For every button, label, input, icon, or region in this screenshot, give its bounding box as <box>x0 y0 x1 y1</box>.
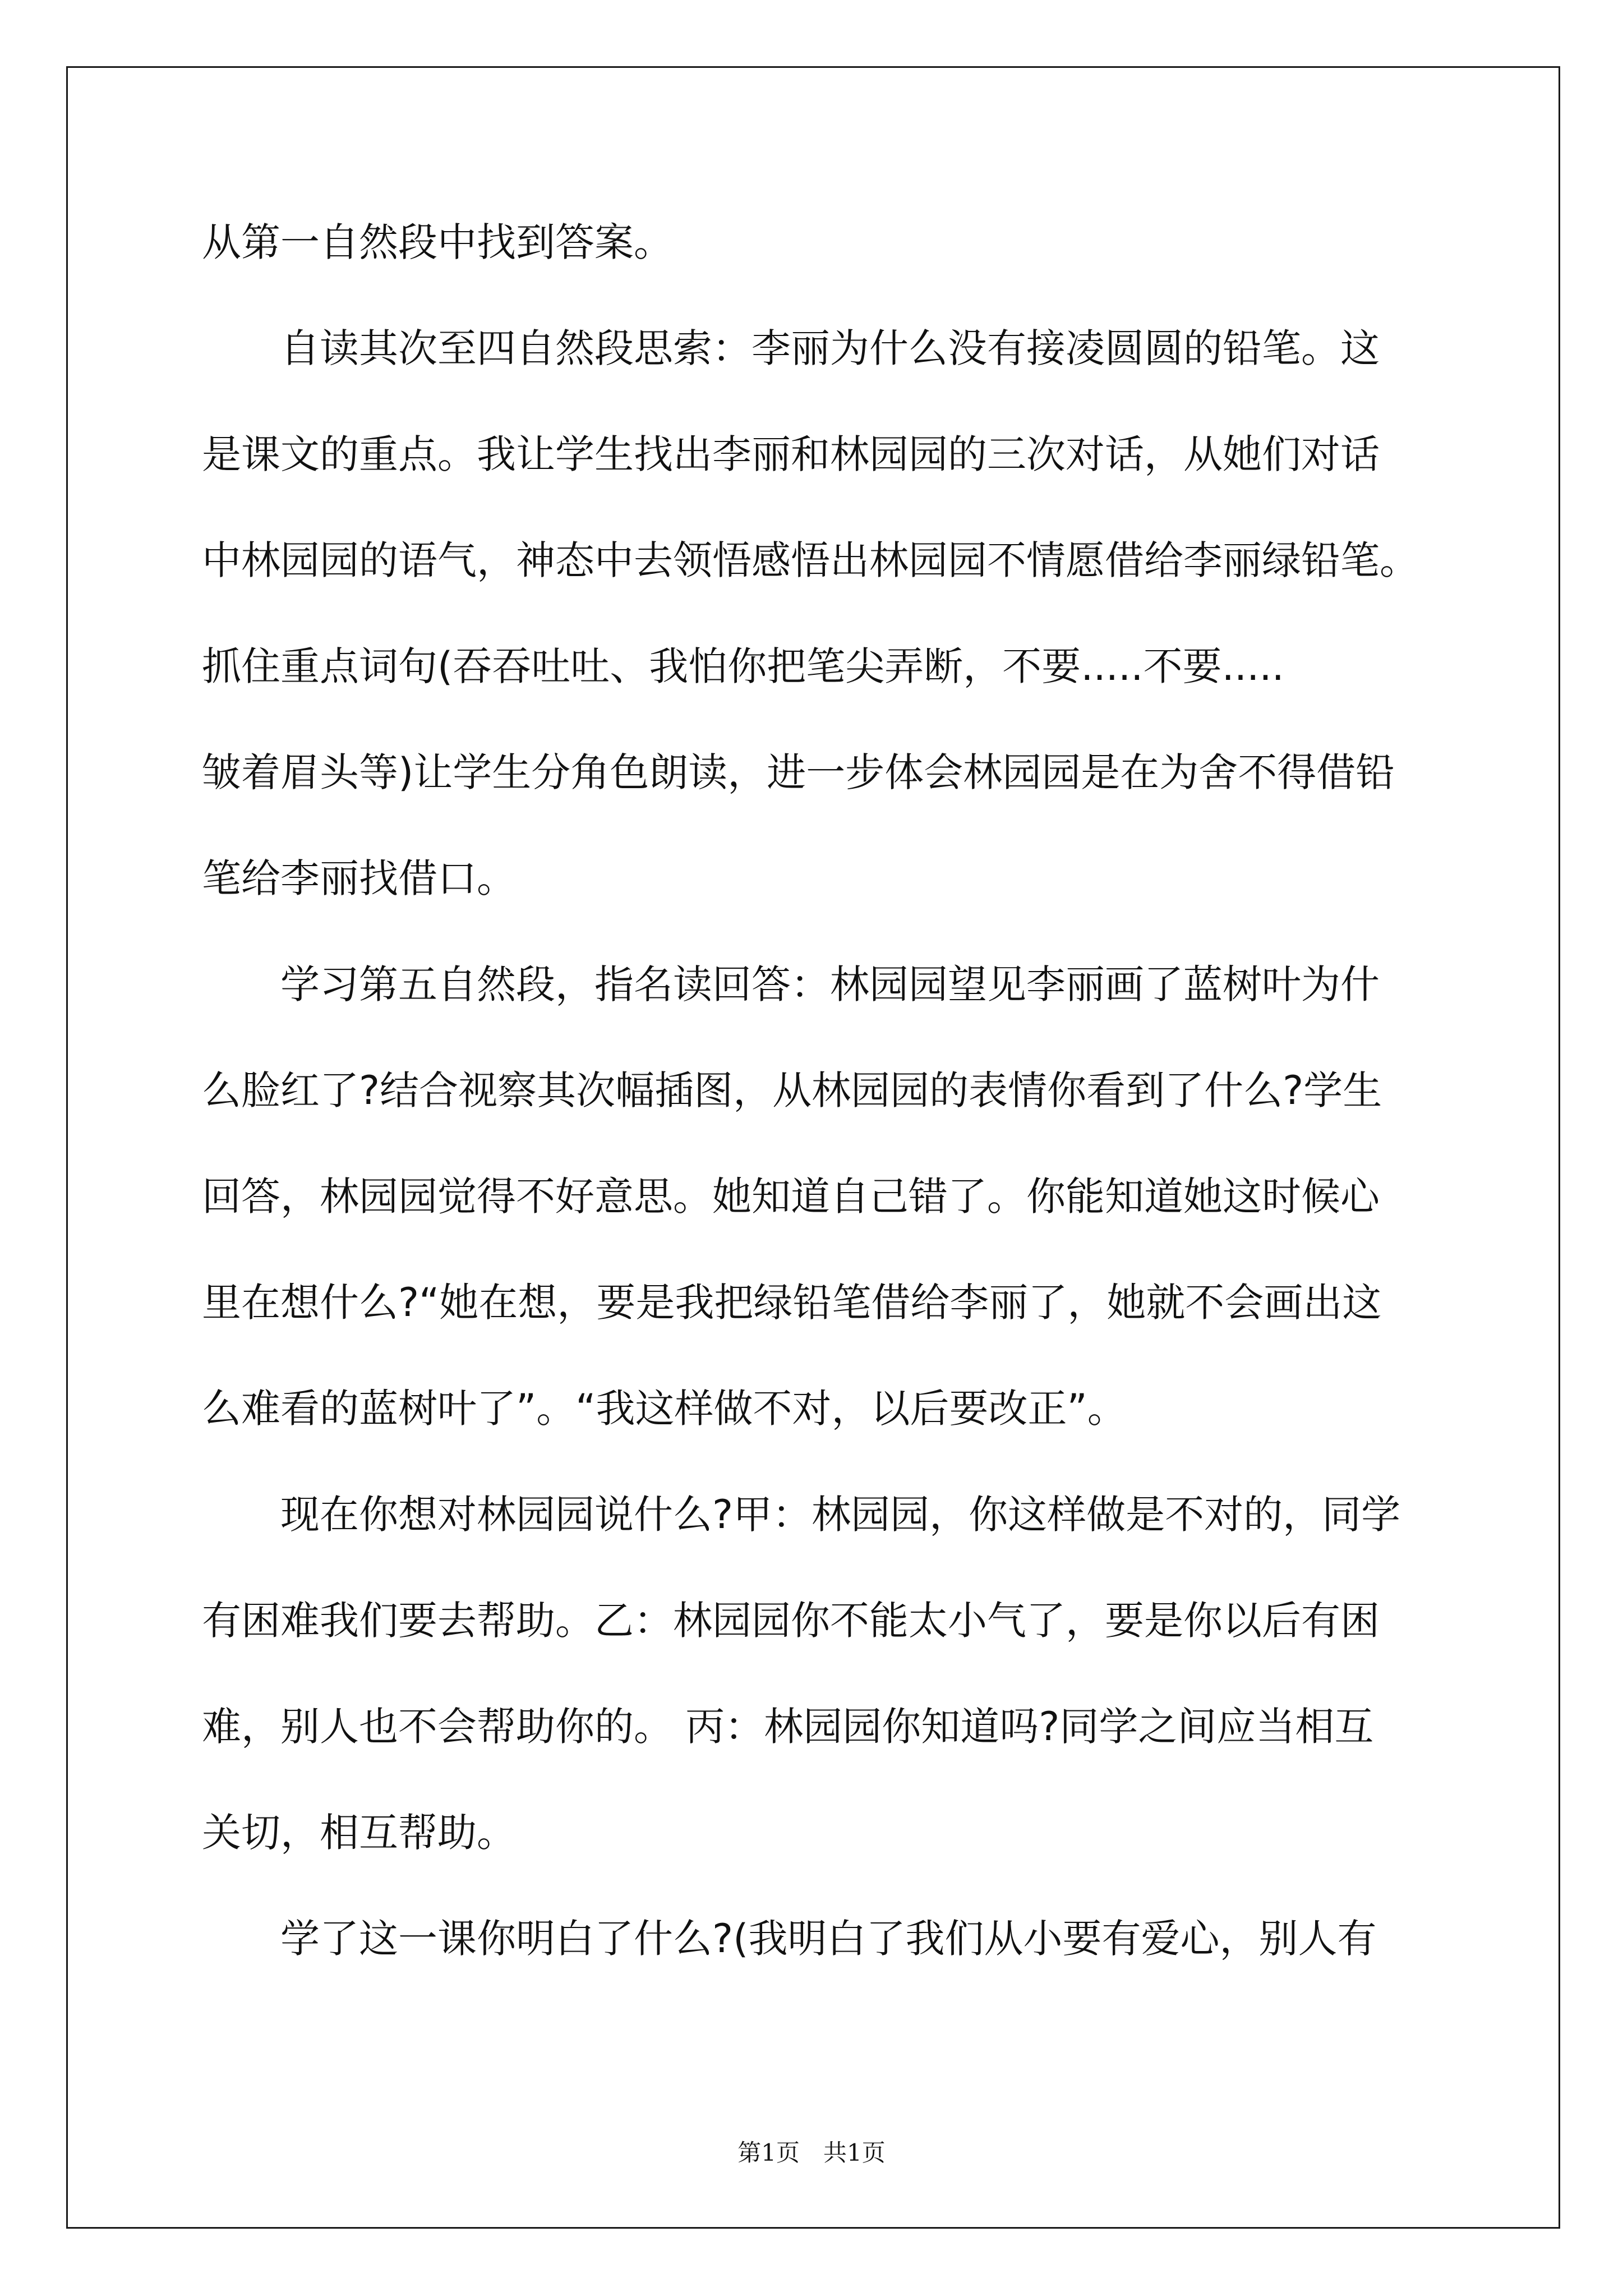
paragraph-start-line: 现在你想对林园园说什么?甲：林园园，你这样做是不对的，同学 <box>280 1492 1401 1538</box>
paragraph-start-line: 自读其次至四自然段思索：李丽为什么没有接凌圆圆的铅笔。这 <box>280 325 1380 371</box>
text-line: 么难看的蓝树叶了”。“我这样做不对，以后要改正”。 <box>202 1386 1127 1432</box>
text-line: 里在想什么?“她在想，要是我把绿铅笔借给李丽了，她就不会画出这 <box>202 1280 1382 1326</box>
paragraph-start-line: 学习第五自然段，指名读回答：林园园望见李丽画了蓝树叶为什 <box>280 961 1380 1007</box>
text-line: 从第一自然段中找到答案。 <box>202 219 673 265</box>
text-line: 关切，相互帮助。 <box>202 1810 516 1856</box>
page-footer: 第1页 共1页 <box>737 2139 886 2166</box>
document-body <box>202 190 1430 1992</box>
text-line: 回答，林园园觉得不好意思。她知道自己错了。你能知道她这时候心 <box>202 1174 1380 1220</box>
paragraph-start-line: 学了这一课你明白了什么?(我明白了我们从小要有爱心，别人有 <box>280 1916 1377 1962</box>
text-line: 中林园园的语气，神态中去领悟感悟出林园园不情愿借给李丽绿铅笔。 <box>202 537 1419 583</box>
text-line: 是课文的重点。我让学生找出李丽和林园园的三次对话，从她们对话 <box>202 431 1380 477</box>
text-line: 抓住重点词句(吞吞吐吐、我怕你把笔尖弄断，不要.....不要..... <box>202 643 1284 689</box>
text-line: 皱着眉头等)让学生分角色朗读，进一步体会林园园是在为舍不得借铅 <box>202 749 1395 795</box>
text-line: 笔给李丽找借口。 <box>202 855 516 901</box>
text-line: 有困难我们要去帮助。乙：林园园你不能太小气了，要是你以后有困 <box>202 1598 1380 1644</box>
text-line: 难，别人也不会帮助你的。 丙：林园园你知道吗?同学之间应当相互 <box>202 1704 1374 1750</box>
text-line: 么脸红了?结合视察其次幅插图，从林园园的表情你看到了什么?学生 <box>202 1068 1382 1114</box>
